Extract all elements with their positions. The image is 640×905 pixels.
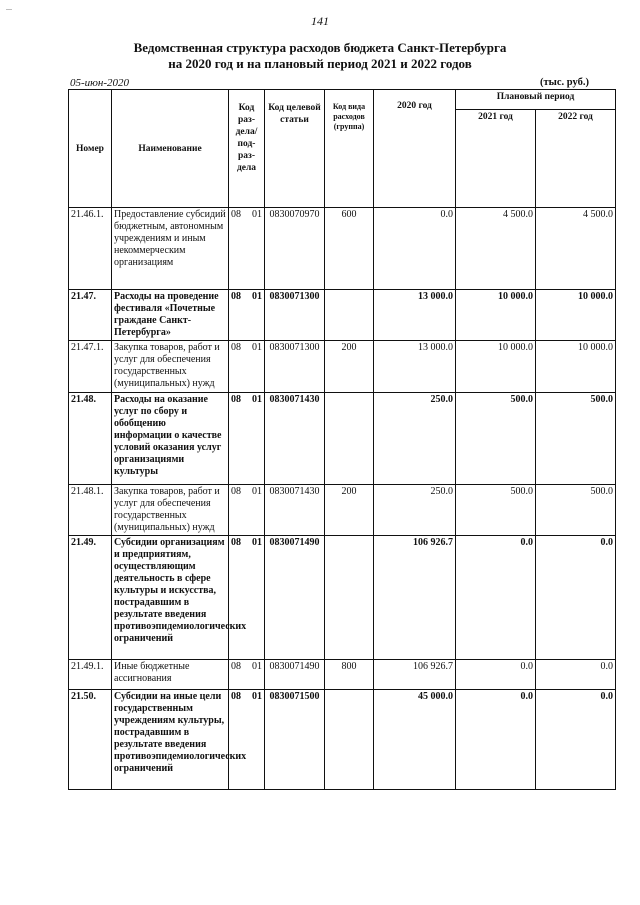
- row-section-code: [229, 660, 265, 690]
- row-value-2022: 500.0: [536, 485, 616, 536]
- units-label: (тыс. руб.): [540, 77, 589, 88]
- table-row: [69, 290, 616, 341]
- table-row: [69, 536, 616, 660]
- row-name: Расходы на проведение фестиваля «Почетные граждане Санкт-Петербурга»: [112, 290, 229, 341]
- row-number: 21.46.1.: [69, 208, 112, 290]
- row-kind-code: 200: [325, 341, 374, 393]
- row-number: 21.49.1.: [69, 660, 112, 690]
- row-name: Расходы на оказание услуг по сбору и обобщению информации о качестве условий оказания услуг организациями культуры: [112, 393, 229, 485]
- row-number: 21.47.1.: [69, 341, 112, 393]
- table-row: [69, 341, 616, 393]
- row-value-2022: 0.0: [536, 660, 616, 690]
- header-2020: 2020 год: [374, 90, 456, 208]
- row-target-code: 0830071300: [265, 290, 325, 341]
- row-section-code: [229, 536, 265, 660]
- row-kind-code: [325, 393, 374, 485]
- row-value-2020: 0.0: [374, 208, 456, 290]
- row-number: 21.48.1.: [69, 485, 112, 536]
- row-number: 21.48.: [69, 393, 112, 485]
- table-row: [69, 690, 616, 790]
- table-body: [69, 208, 616, 790]
- row-value-2022: 10 000.0: [536, 341, 616, 393]
- subsection-code: 01: [252, 486, 262, 497]
- row-section-code: [229, 290, 265, 341]
- row-value-2021: 500.0: [456, 393, 536, 485]
- row-value-2021: 10 000.0: [456, 290, 536, 341]
- row-value-2021: 0.0: [456, 690, 536, 790]
- page-title: [0, 40, 640, 72]
- row-kind-code: [325, 536, 374, 660]
- row-name: Закупка товаров, работ и услуг для обеспечения государственных (муниципальных) нужд: [112, 485, 229, 536]
- page-number: 141: [311, 14, 329, 28]
- row-value-2020: 106 926.7: [374, 536, 456, 660]
- row-kind-code: 200: [325, 485, 374, 536]
- header-2022: 2022 год: [536, 110, 616, 208]
- row-value-2021: 500.0: [456, 485, 536, 536]
- row-name: Субсидии организациям и предприятиям, осуществляющим деятельность в сфере культуры и искусства, пострадавшим в результате введения противоэпидемиологических ограничений: [112, 536, 229, 660]
- row-section-code: [229, 341, 265, 393]
- row-name: Предоставление субсидий бюджетным, автономным учреждениям и иным некоммерческим организациям: [112, 208, 229, 290]
- header-number: Номер: [69, 90, 112, 208]
- row-kind-code: 800: [325, 660, 374, 690]
- header-2021: 2021 год: [456, 110, 536, 208]
- header-name: Наименование: [112, 90, 229, 208]
- row-value-2021: 10 000.0: [456, 341, 536, 393]
- row-value-2020: 250.0: [374, 485, 456, 536]
- row-number: 21.47.: [69, 290, 112, 341]
- section-code: 08: [231, 537, 241, 548]
- subsection-code: 01: [252, 537, 262, 548]
- table-row: [69, 660, 616, 690]
- section-code: 08: [231, 209, 241, 220]
- subsection-code: 01: [252, 342, 262, 353]
- header-planned-period: Плановый период: [456, 90, 616, 110]
- row-section-code: [229, 690, 265, 790]
- section-code: 08: [231, 291, 241, 302]
- row-value-2020: 106 926.7: [374, 660, 456, 690]
- corner-mark: ...: [6, 3, 12, 12]
- row-target-code: 0830071490: [265, 536, 325, 660]
- row-number: 21.50.: [69, 690, 112, 790]
- table-row: [69, 208, 616, 290]
- budget-table: [68, 89, 616, 790]
- subsection-code: 01: [252, 291, 262, 302]
- row-value-2022: 0.0: [536, 536, 616, 660]
- section-code: 08: [231, 342, 241, 353]
- subsection-code: 01: [252, 661, 262, 672]
- section-code: 08: [231, 486, 241, 497]
- row-section-code: [229, 393, 265, 485]
- subsection-code: 01: [252, 691, 262, 702]
- row-value-2022: 0.0: [536, 690, 616, 790]
- header-kind-code: Код вида расходов (группа): [325, 90, 374, 208]
- row-target-code: 0830071300: [265, 341, 325, 393]
- row-value-2020: 250.0: [374, 393, 456, 485]
- row-name: Закупка товаров, работ и услуг для обеспечения государственных (муниципальных) нужд: [112, 341, 229, 393]
- section-code: 08: [231, 661, 241, 672]
- table-row: [69, 485, 616, 536]
- row-kind-code: 600: [325, 208, 374, 290]
- row-target-code: 0830071430: [265, 393, 325, 485]
- row-target-code: 0830071430: [265, 485, 325, 536]
- row-name: Иные бюджетные ассигнования: [112, 660, 229, 690]
- row-value-2021: 4 500.0: [456, 208, 536, 290]
- title-line-1: Ведомственная структура расходов бюджета Санкт-Петербурга: [133, 40, 507, 55]
- section-code: 08: [231, 691, 241, 702]
- row-target-code: 0830070970: [265, 208, 325, 290]
- row-value-2020: 45 000.0: [374, 690, 456, 790]
- row-section-code: [229, 485, 265, 536]
- row-value-2021: 0.0: [456, 660, 536, 690]
- section-code: 08: [231, 394, 241, 405]
- header-target-code: Код целевой статьи: [265, 90, 325, 208]
- row-number: 21.49.: [69, 536, 112, 660]
- table-row: [69, 393, 616, 485]
- row-kind-code: [325, 290, 374, 341]
- row-name: Субсидии на иные цели государственным учреждениям культуры, пострадавшим в результате введения противоэпидемиологических ограничений: [112, 690, 229, 790]
- row-value-2020: 13 000.0: [374, 341, 456, 393]
- title-line-2: на 2020 год и на плановый период 2021 и 2022 годов: [168, 56, 472, 71]
- header-section-code: Код раз-дела/ под-раз-дела: [229, 90, 265, 208]
- document-date: 05-июн-2020: [70, 77, 130, 89]
- row-value-2022: 500.0: [536, 393, 616, 485]
- subsection-code: 01: [252, 394, 262, 405]
- row-section-code: [229, 208, 265, 290]
- row-target-code: 0830071490: [265, 660, 325, 690]
- row-value-2022: 10 000.0: [536, 290, 616, 341]
- row-target-code: 0830071500: [265, 690, 325, 790]
- subsection-code: 01: [252, 209, 262, 220]
- row-kind-code: [325, 690, 374, 790]
- row-value-2022: 4 500.0: [536, 208, 616, 290]
- row-value-2021: 0.0: [456, 536, 536, 660]
- row-value-2020: 13 000.0: [374, 290, 456, 341]
